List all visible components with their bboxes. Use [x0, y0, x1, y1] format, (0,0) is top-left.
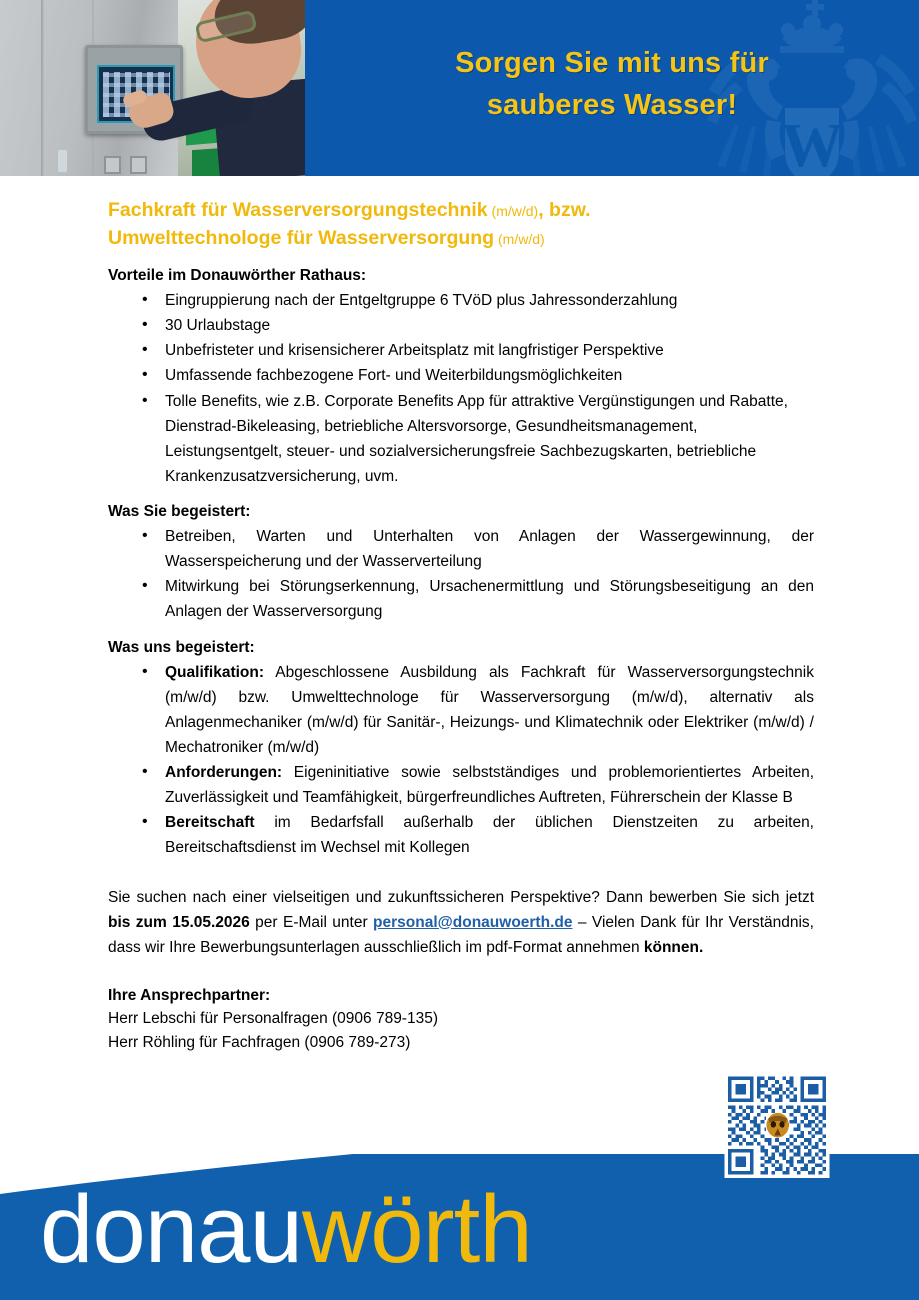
list-item: [165, 660, 814, 760]
header-photo: [0, 0, 305, 176]
application-text-after: – Vielen Dank für Ihr Verständnis, dass wir Ihre Bewerbungsunterlagen ausschließlich im pdf-Format annehmen: [108, 913, 814, 956]
contact-block: [108, 984, 814, 1055]
svg-text:W: W: [781, 112, 843, 180]
list-item: • Umfassende fachbezogene Fort- und Weiterbildungsmöglichkeiten: [165, 363, 814, 388]
city-logo-part2: wörth: [301, 1176, 532, 1283]
list-item-text: Abgeschlossene Ausbildung als Fachkraft für Wasserversorgungstechnik (m/w/d) bzw. Umwelttechnologe für Wasserversorgung (m/w/d), alternativ als Anlagenmechaniker (m/w/d) für Sanitär-, Heizungs- und Klimatechnik oder Elektriker (m/w/d) / Mechatroniker (m/w/d): [165, 663, 814, 756]
job-title-line2-main: Umwelttechnologe für Wasserversorgung: [108, 227, 495, 250]
list-item-text: Eigeninitiative sowie selbstständiges und problemorientiertes Arbeiten, Zuverlässigkeit und Teamfähigkeit, bürgerfreundliches Auftreten, Führerschein der Klasse B: [165, 764, 814, 807]
profile-heading: Was uns begeistert:: [108, 638, 255, 656]
list-item: • Unbefristeter und krisensicherer Arbeitsplatz mit langfristiger Perspektive: [165, 338, 814, 363]
application-deadline: bis zum 15.05.2026: [108, 913, 250, 931]
application-paragraph: [108, 885, 814, 960]
job-title-line1-main: Fachkraft für Wasserversorgungstechnik: [108, 199, 488, 221]
photo-cabinet-seam: [41, 0, 44, 176]
contact-line: Herr Lebschi für Personalfragen (0906 789-135): [108, 1010, 438, 1028]
list-item-text: im Bedarfsfall außerhalb der üblichen Dienstzeiten zu arbeiten, Bereitschaftsdienst im Wechsel mit Kollegen: [165, 814, 814, 857]
list-item-label: Qualifikation:: [165, 663, 265, 681]
qr-code[interactable]: [718, 1073, 836, 1178]
application-email-link[interactable]: personal@donauwoerth.de: [373, 913, 573, 931]
header-banner: [305, 0, 919, 180]
benefits-heading: Vorteile im Donauwörther Rathaus:: [108, 266, 367, 284]
list-item-label: Anforderungen:: [165, 764, 283, 782]
page-header: [0, 0, 919, 180]
qr-center-emblem-icon: [767, 1113, 789, 1138]
benefits-list: [108, 288, 814, 489]
qr-code-icon: [718, 1073, 836, 1178]
contact-heading: Ihre Ansprechpartner:: [108, 986, 271, 1004]
city-logo: [40, 1176, 532, 1283]
job-title-line1-mwd: (m/w/d): [487, 203, 539, 219]
page-content: [108, 196, 814, 1055]
list-item: • Betreiben, Warten und Unterhalten von Anlagen der Wassergewinnung, der Wasserspeicherung und der Wasserverteilung: [165, 524, 814, 574]
banner-headline: [305, 42, 919, 126]
list-item-label: Bereitschaft: [165, 814, 255, 832]
photo-wall-socket-1: [104, 156, 121, 174]
list-item: • 30 Urlaubstage: [165, 313, 814, 338]
profile-list: [108, 660, 814, 861]
application-text-middle: per E-Mail unter: [249, 913, 374, 931]
banner-headline-line1: Sorgen Sie mit uns für: [455, 47, 769, 79]
list-item: • Eingruppierung nach der Entgeltgruppe 6 TVöD plus Jahressonderzahlung: [165, 288, 814, 313]
city-logo-part1: donau: [40, 1176, 302, 1283]
list-item: [165, 760, 814, 810]
tasks-heading: Was Sie begeistert:: [108, 502, 251, 520]
photo-wall-socket-2: [130, 156, 147, 174]
contact-line: Herr Röhling für Fachfragen (0906 789-273): [108, 1033, 411, 1051]
job-title: [108, 196, 814, 253]
application-text-before: Sie suchen nach einer vielseitigen und zukunftssicheren Perspektive? Dann bewerben Sie sich jetzt: [108, 888, 814, 906]
list-item: • Mitwirkung bei Störungserkennung, Ursachenermittlung und Störungsbeseitigung an den Anlagen der Wasserversorgung: [165, 574, 814, 624]
job-title-line1-tail: , bzw.: [538, 199, 591, 221]
banner-headline-line2: sauberes Wasser!: [486, 89, 738, 122]
list-item: [165, 810, 814, 860]
application-text-end: können.: [643, 938, 704, 956]
job-title-line2-mwd: (m/w/d): [494, 231, 545, 248]
list-item: • Tolle Benefits, wie z.B. Corporate Benefits App für attraktive Vergünstigungen und Rabatte, Dienstrad-Bikeleasing, betriebliche Altersvorsorge, Gesundheitsmanagement, Leistungsentgelt, steuer- und sozialversicherungsfreie Sachbezugskarten, betriebliche Krankenzusatzversicherung, uvm.: [165, 389, 814, 489]
tasks-list: [108, 524, 814, 624]
photo-bottle: [58, 150, 67, 172]
